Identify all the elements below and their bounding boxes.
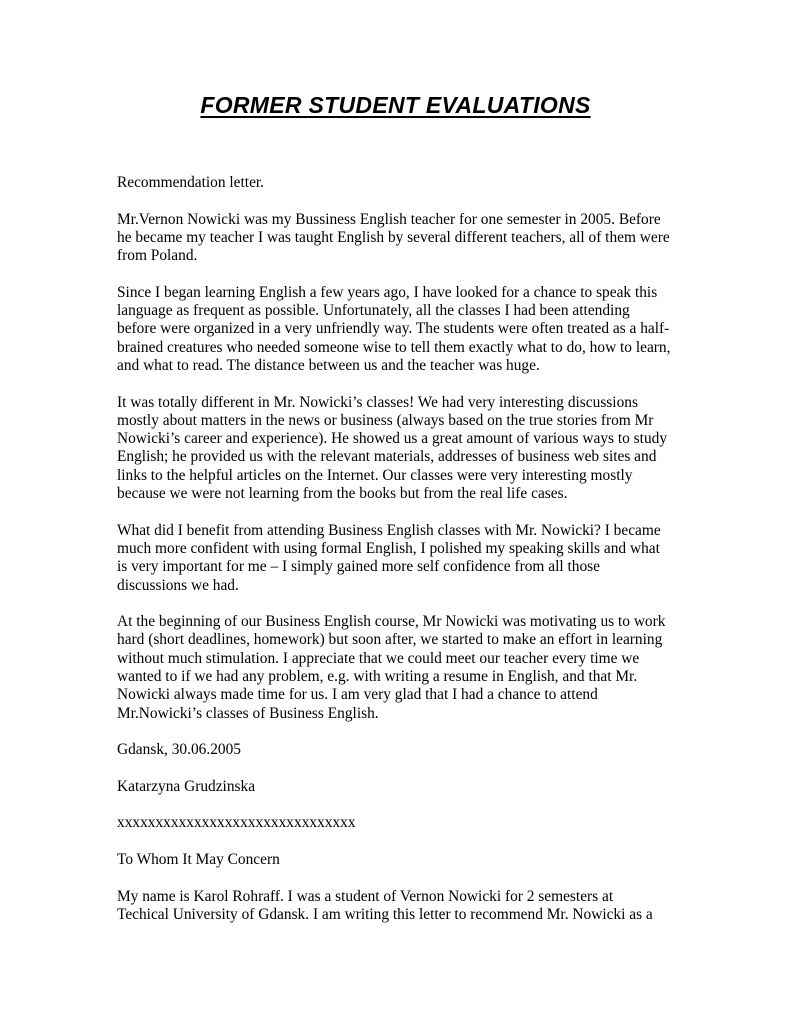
paragraph xyxy=(117,814,697,832)
text-line: is very important for me – I simply gained more self confidence from all those xyxy=(117,558,600,576)
text-line: Techical University of Gdansk. I am writing this letter to recommend Mr. Nowicki as a xyxy=(117,905,653,923)
text-line: he became my teacher I was taught English by several different teachers, all of them were xyxy=(117,228,670,246)
text-line: Nowicki always made time for us. I am very glad that I had a chance to attend xyxy=(117,686,598,704)
page-title: FORMER STUDENT EVALUATIONS xyxy=(200,92,591,118)
paragraph xyxy=(117,522,697,595)
paragraph xyxy=(117,888,697,925)
text-line: because we were not learning from the books but from the real life cases. xyxy=(117,485,568,503)
text-line: What did I benefit from attending Business English classes with Mr. Nowicki? I became xyxy=(117,521,661,539)
text-line: English; he provided us with the relevant materials, addresses of business web sites and xyxy=(117,448,657,466)
paragraph xyxy=(117,284,697,375)
paragraph xyxy=(117,778,697,796)
text-line: mostly about matters in the news or business (always based on the true stories from Mr xyxy=(117,411,654,429)
text-line: Gdansk, 30.06.2005 xyxy=(117,741,241,759)
text-line: Mr.Vernon Nowicki was my Bussiness English teacher for one semester in 2005. Before xyxy=(117,210,661,228)
text-line: much more confident with using formal English, I polished my speaking skills and what xyxy=(117,539,660,557)
text-line: hard (short deadlines, homework) but soon after, we started to make an effort in learning xyxy=(117,631,663,649)
paragraph xyxy=(117,851,697,869)
paragraph xyxy=(117,211,697,266)
text-line: links to the helpful articles on the Internet. Our classes were very interesting mostly xyxy=(117,466,633,484)
text-line: xxxxxxxxxxxxxxxxxxxxxxxxxxxxxxx xyxy=(117,814,356,832)
text-line: Nowicki’s career and experience). He showed us a great amount of various ways to study xyxy=(117,430,668,448)
text-line: discussions we had. xyxy=(117,576,239,594)
text-line: brained creatures who needed someone wise to tell them exactly what to do, how to learn, xyxy=(117,338,671,356)
letter-body xyxy=(117,174,697,942)
text-line: Since I began learning English a few years ago, I have looked for a chance to speak this xyxy=(117,283,658,301)
text-line: language as frequent as possible. Unfortunately, all the classes I had been attending xyxy=(117,302,630,320)
paragraph xyxy=(117,394,697,504)
text-line: wanted to if we had any problem, e.g. with writing a resume in English, and that Mr. xyxy=(117,668,638,686)
paragraph xyxy=(117,613,697,723)
text-line: Mr.Nowicki’s classes of Business English. xyxy=(117,704,379,722)
text-line: before were organized in a very unfriendly way. The students were often treated as a half- xyxy=(117,320,670,338)
text-line: My name is Karol Rohraff. I was a student of Vernon Nowicki for 2 semesters at xyxy=(117,887,614,905)
text-line: To Whom It May Concern xyxy=(117,850,280,868)
paragraph xyxy=(117,174,697,192)
text-line: Katarzyna Grudzinska xyxy=(117,777,256,795)
text-line: Recommendation letter. xyxy=(117,174,265,191)
text-line: It was totally different in Mr. Nowicki’s classes! We had very interesting discussions xyxy=(117,393,638,411)
text-line: At the beginning of our Business English course, Mr Nowicki was motivating us to work xyxy=(117,613,666,631)
paragraph xyxy=(117,741,697,759)
text-line: and what to read. The distance between us and the teacher was huge. xyxy=(117,356,540,374)
text-line: without much stimulation. I appreciate that we could meet our teacher every time we xyxy=(117,649,640,667)
text-line: from Poland. xyxy=(117,247,198,265)
